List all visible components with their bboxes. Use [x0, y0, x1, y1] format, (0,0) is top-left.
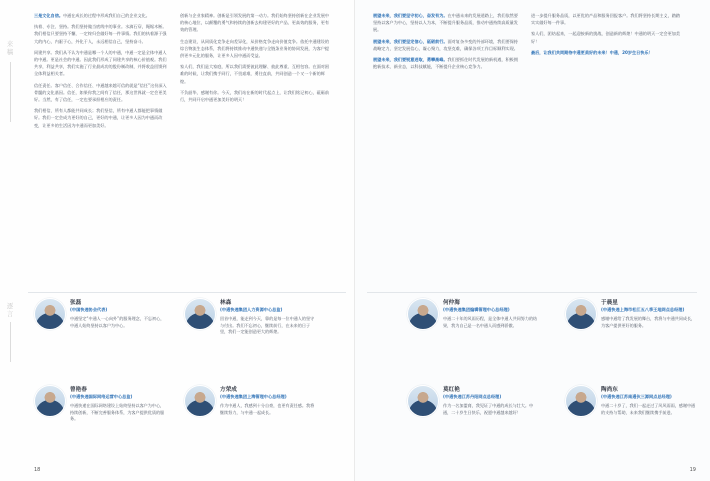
person-quote: 作为中通人，我感到十分自豪，也更有责任感。我将继续努力，与中通一起成长。: [220, 403, 315, 415]
person-quote: 回首中通，能走到今天，靠的是每一位中通人的坚守与付出。我们不忘初心，继续前行，在未来的日子里，我们一定能创造更大的辉煌。: [220, 316, 315, 335]
section-divider: [28, 292, 346, 293]
portrait-photo: [34, 385, 66, 417]
portrait-photo: [565, 385, 597, 417]
person-quote: 作为一名加盟商，我见证了中通的成长与壮大。中通，二十岁生日快乐，祝愿中通越来越好！: [443, 403, 534, 415]
person-name: 林森: [220, 300, 232, 306]
paragraph: [373, 12, 519, 34]
person-role: (中通快递国际网络运营中心总监): [70, 394, 133, 399]
person-name: 陶尚东: [601, 387, 618, 393]
person-name: 于晨星: [601, 300, 618, 306]
person-info: [601, 300, 697, 313]
person-info: [443, 387, 539, 400]
paragraph-text: 在中通未来的发展道路上，我们依然要坚持以客户为中心，坚持以人为本，不断提升服务品质，推动中通持续高质量发展。: [373, 13, 518, 33]
paragraph-text: 我们要抓住时代发展的新机遇，积极拥抱新技术、新业态，以科技赋能，不断提升企业核心竞争力。: [373, 57, 518, 70]
paragraph-text: 执着、专注、坚持。我们坚持做当底线中的事业。水滴石穿，绳锯木断。我们相信只要坚持不懈，一定终归会做好每一件事情。我们的执着源于强大的内心，内驱于心，外化于人，永远相信自己，坚持奋斗。: [34, 24, 167, 44]
person-name: 曾艳春: [70, 387, 87, 393]
paragraph: [34, 107, 170, 129]
person-info: [70, 387, 166, 400]
paragraph: [34, 49, 170, 78]
person-role: (中通快递集团人力资源中心总监): [220, 307, 283, 312]
person-role: (中通快递集团编辑管理中心总经理): [443, 307, 510, 312]
paragraph-text: 家人们，团结起来，一起迎接新的挑战，创造新的辉煌！中通的明天一定会更加美好！: [531, 31, 681, 44]
person-info: [70, 300, 166, 313]
paragraph-text: 家人们，我们是大家庭，所以我们需要彼此理解、彼此尊重、互相包容。在面对困难的时候，让我们携手同行，不畏艰难，勇往直前，共同创造一个又一个新的辉煌。: [180, 64, 330, 84]
paragraph: [531, 49, 681, 56]
person-quote: 感谢中通给了我发展的舞台，我将与中通共同成长，为客户提供更好的服务。: [601, 316, 696, 328]
paragraph: [34, 23, 170, 45]
person-quote: 中通坚定“中通人一心向外”的服务理念，不忘初心，中通人始终坚持以客户为中心。: [70, 316, 165, 328]
paragraph-lead: 展望未来，我们要坚定信心，砥砺前行。: [373, 38, 448, 44]
person-role: (中通快递集团上海管理中心总经理): [220, 394, 287, 399]
side-rule-bottom: [10, 322, 11, 362]
portrait-photo: [407, 298, 439, 330]
paragraph: [531, 12, 681, 26]
portrait-photo: [407, 385, 439, 417]
side-label-top: 来稿: [6, 40, 14, 56]
right-column-2: [531, 12, 681, 60]
person-info: [601, 387, 697, 400]
section-divider: [367, 292, 697, 293]
person-name: 何仲海: [443, 300, 460, 306]
left-column-1: [34, 12, 170, 133]
person-quote: 中通二十岁了，我们一起走过了风风雨雨，感谢中通的支持与帮助，未来我们继续携手前进。: [601, 403, 696, 415]
person-name: 莫红艳: [443, 387, 460, 393]
paragraph-lead: 三是文化自信。: [34, 13, 63, 18]
portrait-photo: [34, 298, 66, 330]
paragraph-lead: 展望未来，我们要坚守初心，奋发有为。: [373, 13, 448, 18]
paragraph-text: 中通在成长的过程中形成我们自己的企业文化。: [62, 13, 150, 18]
portrait-photo: [565, 298, 597, 330]
person-quote: 中通二十年的风雨历程，是全体中通人共同努力的结果，我为自己是一名中通人而感到骄傲。: [443, 316, 538, 328]
paragraph: [34, 82, 170, 104]
paragraph: [34, 12, 170, 19]
side-rule-top: [10, 62, 11, 122]
person-role: (中国快递协会代表): [70, 307, 108, 312]
paragraph-text: 生态建设，从同质化竞争走向差异化，从价格竞争走向价值竞争。依托中通建设的综合物流生态体系，我们将持续推动中通快递与全链条业务的协同发展，为客户提供更多元化的服务，让更多人因中通而受益。: [180, 38, 330, 59]
right-page: [355, 0, 710, 481]
paragraph-highlight: 最后，让我们共同期待中通更美好的未来！中通，20岁生日快乐！: [531, 49, 653, 55]
paragraph-text: 面对复杂多变的外部环境，我们要保持战略定力，坚定发展信心，凝心聚力，攻坚克难，确保各项工作目标顺利实现。: [373, 38, 518, 51]
person-name: 方荣成: [220, 387, 237, 393]
person-info: [220, 387, 316, 400]
paragraph: [180, 38, 330, 60]
page-number-right: 19: [689, 467, 696, 473]
paragraph-text: 创新与企业家精神。创新是引领发展的第一动力。我们始终坚持创新在企业发展中的核心地位，以颠覆的勇气和持续的创新去构建更好的产品、更高效的服务，更有效的管理。: [180, 13, 330, 33]
person-quote: 中通快递在国际网络建设上始终坚持以客户为中心，持续创新，不断完善服务体系，为客户提供优质的服务。: [70, 403, 165, 422]
person-role: (中通快递上海市松江五八季王地网点总经理): [601, 307, 685, 312]
person-info: [443, 300, 539, 313]
side-label-bottom: 逐言: [6, 302, 14, 318]
paragraph-text: 进一步提升服务品质，以更优的产品和服务回报客户。我们将坚持长期主义，踏踏实实做好每一件事。: [531, 13, 681, 26]
paragraph: [531, 30, 681, 44]
paragraph: [180, 89, 330, 103]
left-column-2: [180, 12, 330, 107]
person-role: (中通快递江苏丹阳网点总经理): [443, 394, 502, 399]
right-column-1: [373, 12, 519, 74]
paragraph-text: 同建共享。我们从不认为中通是哪一个人的中通，中通一定是全体中通人的中通。更是社会的中通。因此我们形成了同建共享的核心价值观。我们共享，利益共享，我们实施了行业最成功的股份制改制，并将收益回馈到全体利益相关者。: [34, 49, 167, 77]
portrait-photo: [184, 298, 216, 330]
person-role: (中通快递江苏南通伙三源网点总经理): [601, 394, 672, 399]
portrait-photo: [184, 385, 216, 417]
page-number-left: 18: [34, 467, 41, 473]
paragraph: [373, 38, 519, 52]
paragraph-text: 我们相信，所有人都能共同成长；我们坚信，所有中通人都能把事情做好。我们一定会成为更好的自己，更好的中通，让更多人因为中通而改变，让更多的生活因为中通而更加美好。: [34, 108, 163, 128]
paragraph-lead: 展望未来，我们要锐意进取，勇攀高峰。: [373, 57, 448, 63]
paragraph-text: 信任责任。客户信任、合作信任、中通越来越可信的就是“信任”这份深入骨髓的文化基因。信任，如果你我之间有了信任，那这世界就一定会更美好。当然，有了信任，一定也要承担相应的责任。: [34, 82, 167, 103]
paragraph: [180, 12, 330, 34]
paragraph: [180, 63, 330, 85]
person-name: 张磊: [70, 300, 82, 306]
paragraph: [373, 56, 519, 70]
paragraph-text: 不负韶华，感谢有你。今天，我们站在新的时代起点上，让我们铭记初心，砥砺前行，共同开启中通更加美好的明天！: [180, 89, 330, 103]
person-info: [220, 300, 316, 313]
